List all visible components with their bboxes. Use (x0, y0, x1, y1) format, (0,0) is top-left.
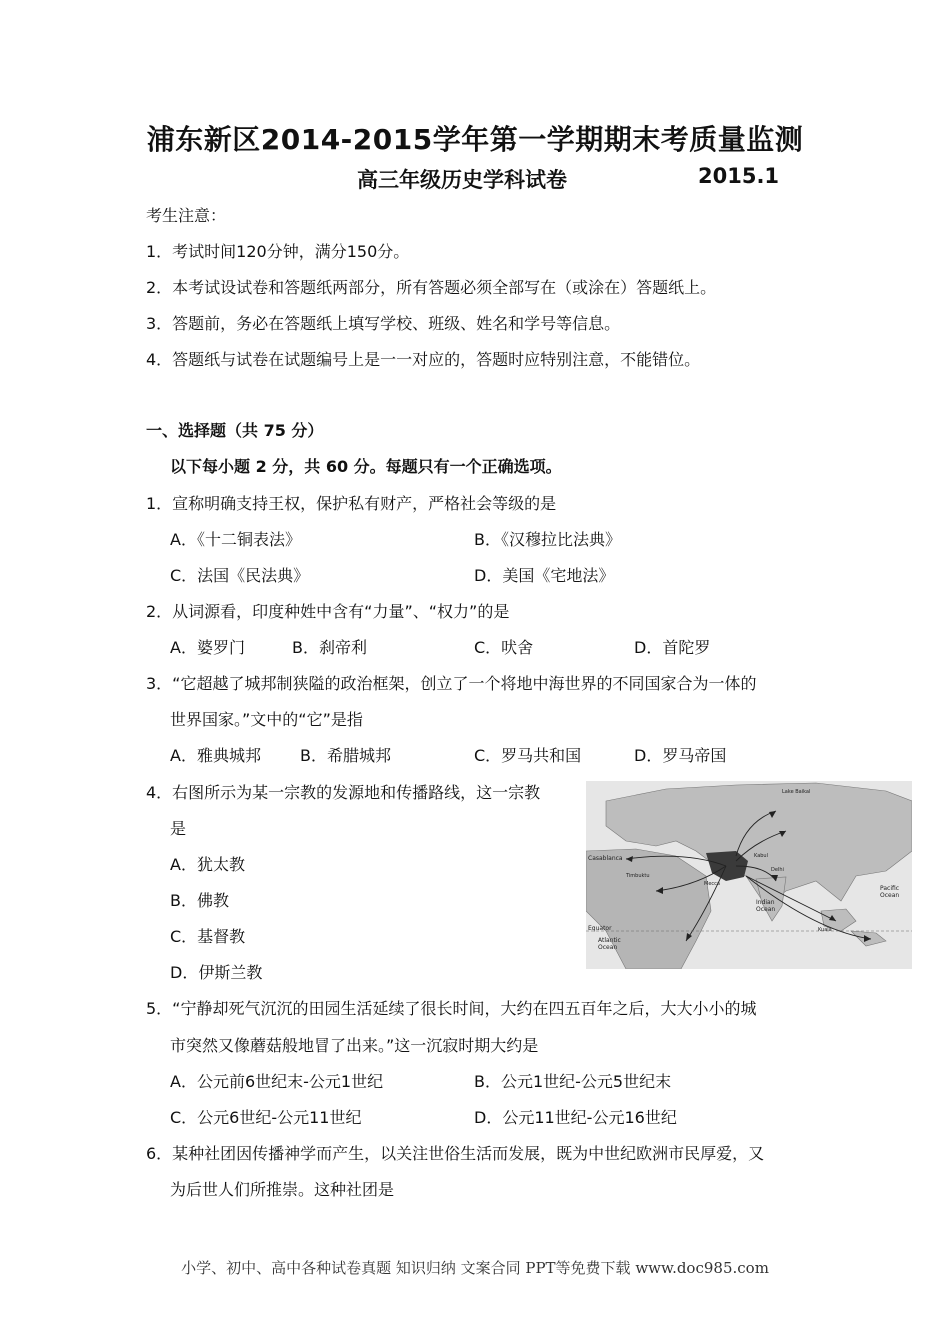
question-4-option-b: B．佛教 (170, 891, 229, 910)
note-item: 2．本考试设试卷和答题纸两部分，所有答题必须全部写在（或涂在）答题纸上。 (146, 278, 717, 297)
map-label-atlantic: Atlantic Ocean (598, 937, 621, 951)
section-heading: 一、选择题（共 75 分） (146, 421, 324, 440)
question-5-stem: 5．“宁静却死气沉沉的田园生活延续了很长时间，大约在四五百年之后，大大小小的城 (146, 999, 757, 1018)
section-instruction: 以下每小题 2 分，共 60 分。每题只有一个正确选项。 (170, 457, 562, 476)
question-4-stem-cont: 是 (170, 819, 187, 838)
map-label-kabul: Kabul (754, 853, 768, 859)
map-label-mecca: Mecca (704, 881, 720, 887)
question-4-option-d: D．伊斯兰教 (170, 963, 263, 982)
map-label-timbuktu: Timbuktu (626, 873, 650, 879)
question-4-option-c: C．基督教 (170, 927, 246, 946)
map-label-equator: Equator (588, 925, 612, 932)
map-label-casablanca: Casablanca (588, 855, 623, 862)
note-item: 1．考试时间120分钟，满分150分。 (146, 242, 410, 261)
question-3-stem-cont: 世界国家。”文中的“它”是指 (170, 710, 363, 729)
question-3-option-d: D．罗马帝国 (634, 746, 727, 765)
page-footer: 小学、初中、高中各种试卷真题 知识归纳 文案合同 PPT等免费下载 www.doc985.com (181, 1259, 769, 1277)
map-label-lake-baikal: Lake Baikal (782, 789, 811, 795)
question-6-stem-cont: 为后世人们所推崇。这种社团是 (170, 1180, 395, 1199)
question-2-option-b: B．刹帝利 (292, 638, 367, 657)
question-1-option-d: D．美国《宅地法》 (474, 566, 615, 585)
question-1-option-c: C．法国《民法典》 (170, 566, 310, 585)
question-5-option-d: D．公元11世纪-公元16世纪 (474, 1108, 677, 1127)
page-subtitle: 高三年级历史学科试卷 (357, 168, 567, 192)
question-1-stem: 1．宣称明确支持王权，保护私有财产，严格社会等级的是 (146, 494, 557, 513)
exam-date: 2015.1 (698, 164, 780, 188)
map-label-pacific: Pacific Ocean (880, 885, 900, 899)
question-3-option-b: B．希腊城邦 (300, 746, 391, 765)
question-2-stem: 2．从词源看，印度种姓中含有“力量”、“权力”的是 (146, 602, 510, 621)
map-label-delhi: Delhi (771, 867, 784, 873)
notes-heading: 考生注意： (146, 206, 227, 225)
question-5-option-c: C．公元6世纪-公元11世纪 (170, 1108, 362, 1127)
question-4-stem: 4．右图所示为某一宗教的发源地和传播路线，这一宗教 (146, 783, 541, 802)
map-label-kuala: Kuala (818, 927, 832, 933)
question-3-option-c: C．罗马共和国 (474, 746, 582, 765)
question-3-option-a: A．雅典城邦 (170, 746, 261, 765)
question-2-option-c: C．吠舍 (474, 638, 534, 657)
question-1-option-a: A．《十二铜表法》 (170, 530, 301, 549)
note-item: 4．答题纸与试卷在试题编号上是一一对应的，答题时应特别注意，不能错位。 (146, 350, 701, 369)
question-5-option-a: A．公元前6世纪末-公元1世纪 (170, 1072, 384, 1091)
religion-spread-map (586, 781, 912, 969)
question-5-option-b: B．公元1世纪-公元5世纪末 (474, 1072, 672, 1091)
page-title: 浦东新区2014-2015学年第一学期期末考质量监测 (146, 123, 804, 156)
question-5-stem-cont: 市突然又像蘑菇般地冒了出来。”这一沉寂时期大约是 (170, 1036, 539, 1055)
note-item: 3．答题前，务必在答题纸上填写学校、班级、姓名和学号等信息。 (146, 314, 621, 333)
map-label-indian: Indian Ocean (756, 899, 776, 913)
question-1-option-b: B．《汉穆拉比法典》 (474, 530, 621, 549)
question-3-stem: 3．“它超越了城邦制狭隘的政治框架，创立了一个将地中海世界的不同国家合为一体的 (146, 674, 757, 693)
question-4-option-a: A．犹太教 (170, 855, 245, 874)
question-2-option-a: A．婆罗门 (170, 638, 245, 657)
question-6-stem: 6．某种社团因传播神学而产生，以关注世俗生活而发展，既为中世纪欧洲市民厚爱，又 (146, 1144, 765, 1163)
question-2-option-d: D．首陀罗 (634, 638, 711, 657)
